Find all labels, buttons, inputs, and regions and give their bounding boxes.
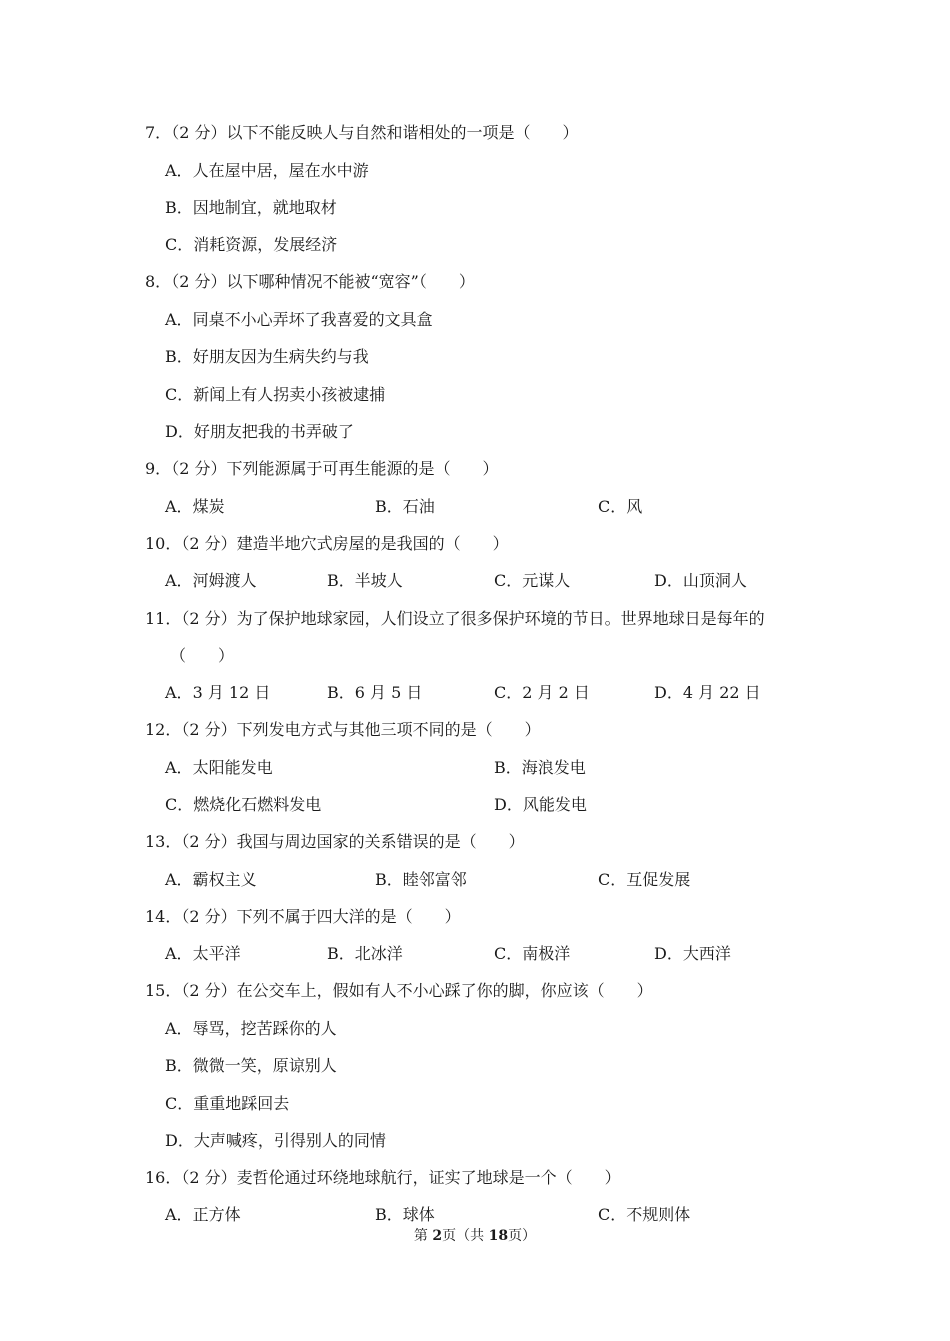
question-13-option-a: A．霸权主义 <box>165 870 257 889</box>
question-14-option-a: A．太平洋 <box>165 944 241 963</box>
question-9-option-a: A．煤炭 <box>165 497 225 516</box>
question-12-stem: 12．（2 分）下列发电方式与其他三项不同的是（ ） <box>145 720 541 739</box>
question-16-option-c: C．不规则体 <box>598 1205 691 1224</box>
question-12-option-d: D．风能发电 <box>494 795 587 814</box>
question-16-option-a: A．正方体 <box>165 1205 241 1224</box>
question-11-stem: 11．（2 分）为了保护地球家园，人们设立了很多保护环境的节日。世界地球日是每年的 <box>145 609 765 628</box>
question-8-option-d: D．好朋友把我的书弄破了 <box>165 422 354 441</box>
question-15-stem: 15．（2 分）在公交车上，假如有人不小心踩了你的脚，你应该（ ） <box>145 981 653 1000</box>
question-11-option-b: B．6 月 5 日 <box>327 683 423 702</box>
question-14-option-c: C．南极洋 <box>494 944 571 963</box>
question-8-option-b: B．好朋友因为生病失约与我 <box>165 347 369 366</box>
question-10-stem: 10．（2 分）建造半地穴式房屋的是我国的（ ） <box>145 534 509 553</box>
question-8-option-c: C．新闻上有人拐卖小孩被逮捕 <box>165 385 386 404</box>
question-15-option-d: D．大声喊疼，引得别人的同情 <box>165 1131 386 1150</box>
question-9-stem: 9．（2 分）下列能源属于可再生能源的是（ ） <box>145 459 499 478</box>
question-10-option-c: C．元谋人 <box>494 571 571 590</box>
current-page-number: 2 <box>432 1228 443 1244</box>
question-12-option-b: B．海浪发电 <box>494 758 586 777</box>
question-9-option-b: B．石油 <box>375 497 435 516</box>
question-13-option-b: B．睦邻富邻 <box>375 870 467 889</box>
question-11-option-a: A．3 月 12 日 <box>165 683 271 702</box>
page-footer: 第 2页（共 18页） <box>413 1228 537 1244</box>
total-page-count: 18 <box>488 1228 509 1244</box>
question-9-option-c: C．风 <box>598 497 643 516</box>
question-13-stem: 13．（2 分）我国与周边国家的关系错误的是（ ） <box>145 832 525 851</box>
question-15-option-a: A．辱骂，挖苦踩你的人 <box>165 1019 337 1038</box>
question-14-option-d: D．大西洋 <box>654 944 731 963</box>
question-12-option-a: A．太阳能发电 <box>165 758 273 777</box>
question-14-stem: 14．（2 分）下列不属于四大洋的是（ ） <box>145 907 461 926</box>
question-10-option-a: A．河姆渡人 <box>165 571 257 590</box>
question-15-option-c: C．重重地踩回去 <box>165 1094 290 1113</box>
question-11-stem-continued: （ ） <box>170 646 235 665</box>
question-12-option-c: C．燃烧化石燃料发电 <box>165 795 322 814</box>
question-7-option-c: C．消耗资源，发展经济 <box>165 235 338 254</box>
question-11-option-c: C．2 月 2 日 <box>494 683 590 702</box>
question-13-option-c: C．互促发展 <box>598 870 691 889</box>
question-16-option-b: B．球体 <box>375 1205 435 1224</box>
question-7-option-a: A．人在屋中居，屋在水中游 <box>165 161 369 180</box>
question-7-option-b: B．因地制宜，就地取材 <box>165 198 337 217</box>
question-11-option-d: D．4 月 22 日 <box>654 683 761 702</box>
question-7-stem: 7．（2 分）以下不能反映人与自然和谐相处的一项是（ ） <box>145 123 579 142</box>
question-8-option-a: A．同桌不小心弄坏了我喜爱的文具盒 <box>165 310 433 329</box>
question-16-stem: 16．（2 分）麦哲伦通过环绕地球航行，证实了地球是一个（ ） <box>145 1168 621 1187</box>
question-10-option-b: B．半坡人 <box>327 571 403 590</box>
question-14-option-b: B．北冰洋 <box>327 944 403 963</box>
question-10-option-d: D．山顶洞人 <box>654 571 747 590</box>
question-15-option-b: B．微微一笑，原谅别人 <box>165 1056 337 1075</box>
question-8-stem: 8．（2 分）以下哪种情况不能被“宽容”（ ） <box>145 272 475 291</box>
